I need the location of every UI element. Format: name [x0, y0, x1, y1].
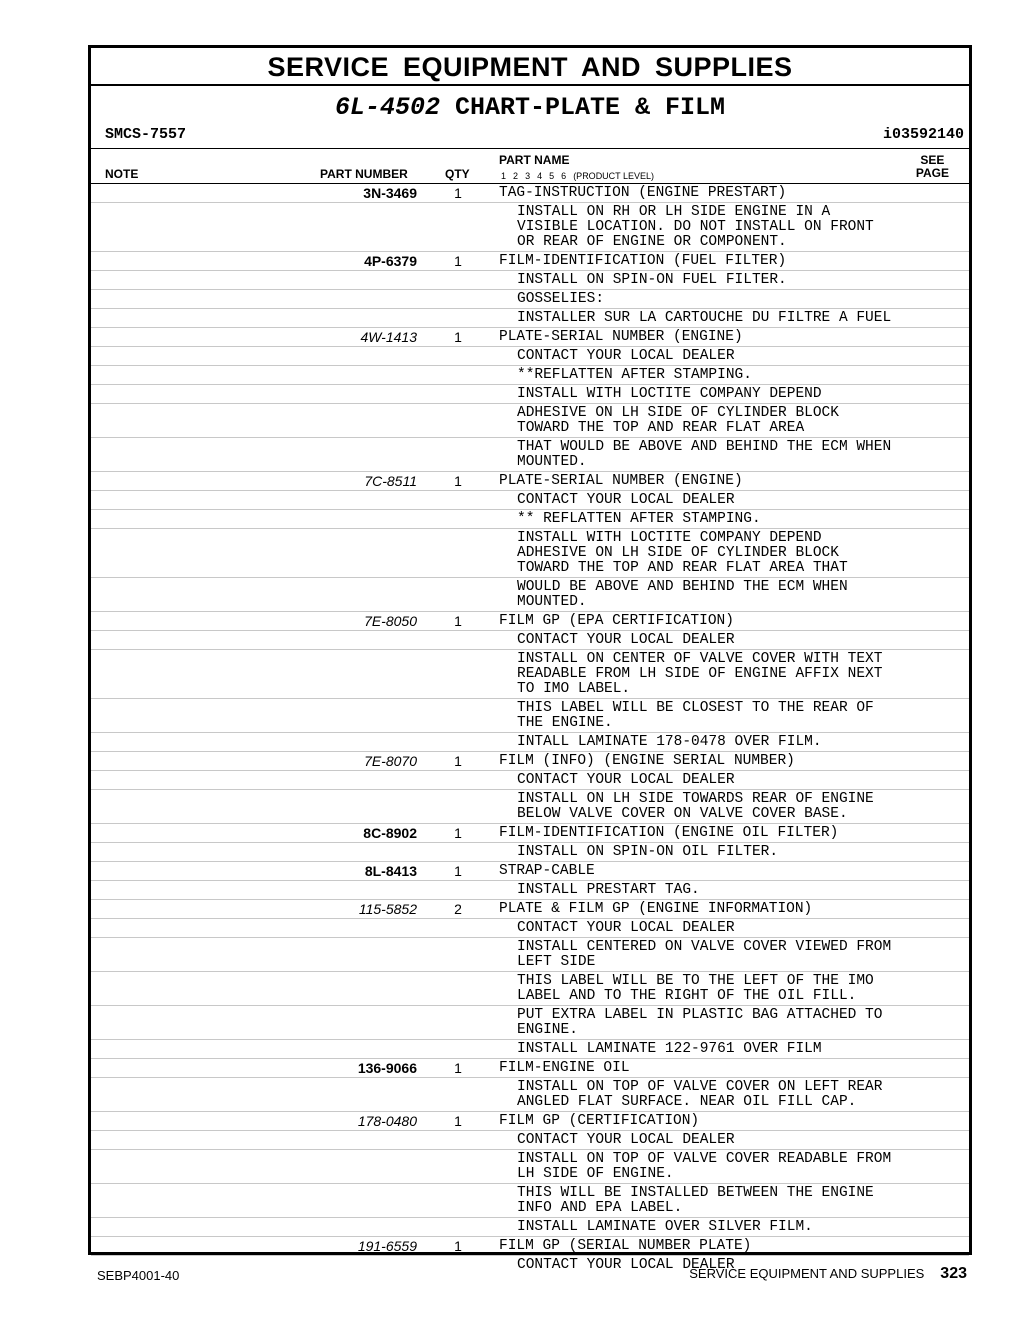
note-row	[91, 699, 969, 733]
part-number[interactable]: 4W-1413	[360, 329, 417, 345]
group-name: CHART-PLATE & FILM	[455, 93, 726, 122]
level-1: 1	[501, 171, 507, 181]
note-row	[91, 843, 969, 862]
part-note: INSTALLER SUR LA CARTOUCHE DU FILTRE A FUEL	[517, 310, 892, 326]
part-note: INSTALL WITH LOCTITE COMPANY DEPEND	[517, 386, 822, 402]
part-note: GOSSELIES:	[517, 291, 605, 307]
part-note: INSTALL PRESTART TAG.	[517, 882, 700, 898]
note-row	[91, 309, 969, 328]
part-number	[91, 1040, 417, 1058]
part-row	[91, 752, 969, 771]
part-number	[91, 771, 417, 789]
note-row	[91, 438, 969, 472]
part-note: INSTALL ON LH SIDE TOWARDS REAR OF ENGINE BELOW VALVE COVER ON VALVE COVER BASE.	[517, 791, 874, 822]
part-row	[91, 612, 969, 631]
note-row	[91, 290, 969, 309]
note-row	[91, 529, 969, 578]
quantity	[417, 309, 499, 327]
part-name: PLATE & FILM GP (ENGINE INFORMATION)	[499, 901, 813, 917]
part-name: FILM-ENGINE OIL	[499, 1060, 630, 1076]
note-row	[91, 733, 969, 752]
part-number	[91, 309, 417, 327]
part-number	[91, 843, 417, 861]
part-number	[91, 290, 417, 308]
part-row	[91, 472, 969, 491]
page-title: SERVICE EQUIPMENT AND SUPPLIES	[91, 48, 969, 86]
quantity	[417, 650, 499, 698]
quantity: 1	[454, 1113, 462, 1129]
part-name: FILM-IDENTIFICATION (FUEL FILTER)	[499, 253, 787, 269]
quantity	[417, 1256, 499, 1274]
part-row	[91, 1059, 969, 1078]
note-row	[91, 1040, 969, 1059]
part-number	[91, 1150, 417, 1183]
quantity: 2	[454, 901, 462, 917]
part-number	[91, 404, 417, 437]
quantity	[417, 529, 499, 577]
level-3: 3	[525, 171, 531, 181]
quantity	[417, 203, 499, 251]
part-note: CONTACT YOUR LOCAL DEALER	[517, 492, 735, 508]
note-row	[91, 1184, 969, 1218]
part-note: CONTACT YOUR LOCAL DEALER	[517, 1257, 735, 1273]
part-number	[91, 919, 417, 937]
part-row	[91, 862, 969, 881]
part-note: ** REFLATTEN AFTER STAMPING.	[517, 511, 761, 527]
note-row	[91, 938, 969, 972]
quantity	[417, 733, 499, 751]
quantity	[417, 771, 499, 789]
quantity	[417, 938, 499, 971]
quantity	[417, 1131, 499, 1149]
note-row	[91, 1078, 969, 1112]
see-page-header: SEE PAGE	[915, 153, 949, 180]
note-row	[91, 491, 969, 510]
part-number	[91, 938, 417, 971]
qty-header: QTY	[445, 167, 470, 181]
part-number	[91, 271, 417, 289]
quantity	[417, 271, 499, 289]
quantity	[417, 881, 499, 899]
group-part-number[interactable]: 6L-4502	[334, 93, 440, 122]
part-number	[91, 1078, 417, 1111]
part-number	[91, 790, 417, 823]
note-row	[91, 366, 969, 385]
part-note: WOULD BE ABOVE AND BEHIND THE ECM WHEN MOUNTED.	[517, 579, 848, 610]
parts-list	[91, 184, 969, 1274]
part-number	[91, 631, 417, 649]
part-note: INSTALL LAMINATE 122-9761 OVER FILM	[517, 1041, 822, 1057]
note-row	[91, 881, 969, 900]
quantity	[417, 1184, 499, 1217]
part-note: PUT EXTRA LABEL IN PLASTIC BAG ATTACHED TO ENGINE.	[517, 1007, 883, 1038]
note-row	[91, 404, 969, 438]
part-number[interactable]: 7E-8050	[364, 613, 417, 629]
part-number-header: PART NUMBER	[320, 167, 408, 181]
part-number	[91, 491, 417, 509]
part-number[interactable]: 3N-3469	[363, 185, 417, 201]
part-name: FILM (INFO) (ENGINE SERIAL NUMBER)	[499, 753, 795, 769]
quantity	[417, 1040, 499, 1058]
quantity	[417, 1006, 499, 1039]
part-note: INSTALL ON TOP OF VALVE COVER READABLE FROM LH SIDE OF ENGINE.	[517, 1151, 892, 1182]
part-note: THIS WILL BE INSTALLED BETWEEN THE ENGINE INFO AND EPA LABEL.	[517, 1185, 874, 1216]
quantity	[417, 578, 499, 611]
part-name: FILM-IDENTIFICATION (ENGINE OIL FILTER)	[499, 825, 839, 841]
part-number	[91, 881, 417, 899]
part-number[interactable]: 191-6559	[357, 1238, 417, 1254]
part-number	[91, 1131, 417, 1149]
document-id: i03592140	[882, 126, 964, 143]
quantity: 1	[454, 1060, 462, 1076]
part-row	[91, 328, 969, 347]
part-row	[91, 1237, 969, 1256]
part-row	[91, 184, 969, 203]
note-row	[91, 510, 969, 529]
quantity	[417, 919, 499, 937]
note-row	[91, 790, 969, 824]
part-number	[91, 529, 417, 577]
quantity	[417, 491, 499, 509]
part-note: ADHESIVE ON LH SIDE OF CYLINDER BLOCK TOWARD THE TOP AND REAR FLAT AREA	[517, 405, 839, 436]
part-row	[91, 1112, 969, 1131]
note-row	[91, 271, 969, 290]
part-number[interactable]: 7E-8070	[364, 753, 417, 769]
level-6: 6	[561, 171, 567, 181]
part-note: **REFLATTEN AFTER STAMPING.	[517, 367, 752, 383]
quantity	[417, 366, 499, 384]
quantity	[417, 699, 499, 732]
part-note: INSTALL WITH LOCTITE COMPANY DEPEND ADHESIVE ON LH SIDE OF CYLINDER BLOCK TOWARD THE TOP AND REAR FLAT AREA THAT	[517, 530, 848, 576]
part-number	[91, 1006, 417, 1039]
level-5: 5	[549, 171, 555, 181]
part-number	[91, 510, 417, 528]
part-number[interactable]: 8L-8413	[364, 863, 417, 879]
part-note: INSTALL CENTERED ON VALVE COVER VIEWED FROM LEFT SIDE	[517, 939, 892, 970]
part-note: CONTACT YOUR LOCAL DEALER	[517, 1132, 735, 1148]
quantity	[417, 385, 499, 403]
quantity: 1	[454, 613, 462, 629]
part-note: CONTACT YOUR LOCAL DEALER	[517, 632, 735, 648]
quantity	[417, 972, 499, 1005]
footer	[689, 1265, 967, 1283]
note-row	[91, 1131, 969, 1150]
note-row	[91, 919, 969, 938]
part-number	[91, 650, 417, 698]
part-number[interactable]: 178-0480	[357, 1113, 417, 1129]
part-number	[91, 438, 417, 471]
footer-doc-number: SEBP4001-40	[97, 1268, 180, 1283]
note-row	[91, 578, 969, 612]
note-row	[91, 771, 969, 790]
part-note: CONTACT YOUR LOCAL DEALER	[517, 348, 735, 364]
note-row	[91, 650, 969, 699]
quantity	[417, 631, 499, 649]
part-name: FILM GP (EPA CERTIFICATION)	[499, 613, 734, 629]
quantity	[417, 347, 499, 365]
product-levels	[501, 171, 654, 181]
part-number	[91, 203, 417, 251]
part-name: FILM GP (SERIAL NUMBER PLATE)	[499, 1238, 752, 1254]
part-number	[91, 1184, 417, 1217]
part-name: STRAP-CABLE	[499, 863, 595, 879]
note-row	[91, 385, 969, 404]
quantity: 1	[454, 473, 462, 489]
identifier-bar	[91, 124, 969, 149]
part-note: INSTALL ON CENTER OF VALVE COVER WITH TEXT READABLE FROM LH SIDE OF ENGINE AFFIX NEXT TO IMO LABEL.	[517, 651, 883, 697]
part-number[interactable]: 136-9066	[357, 1060, 417, 1076]
quantity: 1	[454, 863, 462, 879]
quantity: 1	[454, 1238, 462, 1254]
part-number[interactable]: 115-5852	[358, 901, 417, 917]
quantity	[417, 1150, 499, 1183]
note-row	[91, 347, 969, 366]
note-row	[91, 1150, 969, 1184]
part-note: CONTACT YOUR LOCAL DEALER	[517, 920, 735, 936]
part-note: INSTALL ON TOP OF VALVE COVER ON LEFT REAR ANGLED FLAT SURFACE. NEAR OIL FILL CAP.	[517, 1079, 883, 1110]
quantity: 1	[454, 329, 462, 345]
part-number	[91, 972, 417, 1005]
part-number[interactable]: 4P-6379	[364, 253, 417, 269]
part-note: INSTALL ON SPIN-ON OIL FILTER.	[517, 844, 779, 860]
quantity	[417, 404, 499, 437]
level-2: 2	[513, 171, 519, 181]
column-header	[91, 149, 969, 184]
part-name: TAG-INSTRUCTION (ENGINE PRESTART)	[499, 185, 787, 201]
quantity: 1	[454, 753, 462, 769]
part-note: THIS LABEL WILL BE TO THE LEFT OF THE IMO LABEL AND TO THE RIGHT OF THE OIL FILL.	[517, 973, 874, 1004]
part-row	[91, 900, 969, 919]
quantity: 1	[454, 185, 462, 201]
part-number[interactable]: 8C-8902	[363, 825, 417, 841]
part-name: PLATE-SERIAL NUMBER (ENGINE)	[499, 473, 743, 489]
part-number	[91, 1218, 417, 1236]
quantity	[417, 1078, 499, 1111]
group-title	[91, 92, 969, 124]
part-row	[91, 252, 969, 271]
part-note: INSTALL LAMINATE OVER SILVER FILM.	[517, 1219, 813, 1235]
part-number	[91, 733, 417, 751]
parts-page-frame	[88, 45, 972, 1273]
footer-section: SERVICE EQUIPMENT AND SUPPLIES	[689, 1266, 925, 1281]
note-row	[91, 631, 969, 650]
part-note: THIS LABEL WILL BE CLOSEST TO THE REAR OF THE ENGINE.	[517, 700, 874, 731]
note-header: NOTE	[105, 167, 139, 181]
quantity	[417, 1218, 499, 1236]
note-row	[91, 972, 969, 1006]
part-number	[91, 578, 417, 611]
quantity	[417, 843, 499, 861]
part-number	[91, 385, 417, 403]
part-number	[91, 699, 417, 732]
quantity	[417, 510, 499, 528]
quantity	[417, 790, 499, 823]
part-number	[91, 347, 417, 365]
part-note: INTALL LAMINATE 178-0478 OVER FILM.	[517, 734, 822, 750]
quantity: 1	[454, 825, 462, 841]
note-row	[91, 1218, 969, 1237]
level-4: 4	[537, 171, 543, 181]
part-row	[91, 824, 969, 843]
quantity	[417, 290, 499, 308]
part-name: PLATE-SERIAL NUMBER (ENGINE)	[499, 329, 743, 345]
part-note: INSTALL ON SPIN-ON FUEL FILTER.	[517, 272, 787, 288]
quantity	[417, 438, 499, 471]
note-row	[91, 203, 969, 252]
part-note: CONTACT YOUR LOCAL DEALER	[517, 772, 735, 788]
quantity: 1	[454, 253, 462, 269]
page-number: 323	[940, 1265, 967, 1282]
part-note: THAT WOULD BE ABOVE AND BEHIND THE ECM WHEN MOUNTED.	[517, 439, 892, 470]
smcs-code: SMCS-7557	[105, 126, 187, 143]
part-name-header: PART NAME	[499, 153, 570, 167]
part-name: FILM GP (CERTIFICATION)	[499, 1113, 700, 1129]
part-number[interactable]: 7C-8511	[364, 473, 417, 489]
product-level-label: (PRODUCT LEVEL)	[573, 171, 655, 181]
note-row	[91, 1006, 969, 1040]
part-note: INSTALL ON RH OR LH SIDE ENGINE IN A VISIBLE LOCATION. DO NOT INSTALL ON FRONT OR REAR OF ENGINE OR COMPONENT.	[517, 204, 874, 250]
part-number	[91, 366, 417, 384]
